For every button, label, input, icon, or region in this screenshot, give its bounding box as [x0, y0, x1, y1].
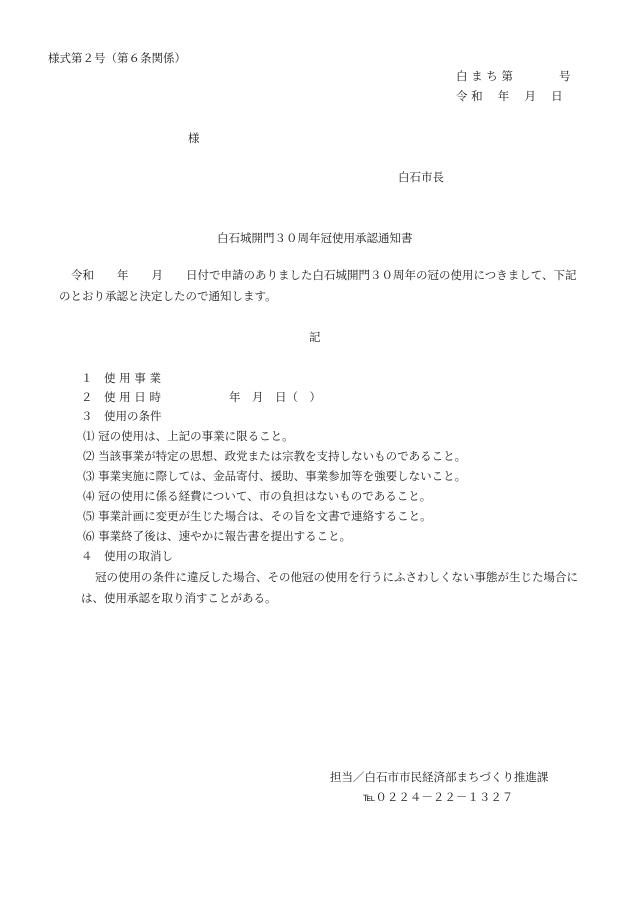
revocation-text-line-2: は、使用承認を取り消すことがある。: [81, 591, 277, 605]
item-2-date-value: 年 月 日（ ）: [229, 390, 321, 404]
contact-department: 担当／白石市市民経済部まちづくり推進課: [330, 770, 549, 784]
ki-heading: 記: [309, 330, 321, 344]
condition-6: ⑹ 事業終了後は、速やかに報告書を提出すること。: [83, 529, 352, 543]
condition-4: ⑷ 冠の使用に係る経費について、市の負担はないものであること。: [83, 489, 432, 503]
item-3-usage-conditions: ３ 使用の条件: [81, 409, 162, 423]
condition-5: ⑸ 事業計画に変更が生じた場合は、その旨を文書で連絡すること。: [83, 509, 432, 523]
document-title: 白石城開門３０周年冠使用承認通知書: [217, 231, 413, 245]
item-2-usage-date: ２ 使 用 日 時: [81, 390, 161, 404]
intro-line-1: 令和 年 月 日付で申請のありました白石城開門３０周年の冠の使用につきまして、下記: [71, 268, 577, 282]
issue-date: 令 和 年 月 日: [456, 89, 563, 103]
item-1-usage-event: １ 使 用 事 業: [81, 371, 161, 385]
contact-phone: ℡０２２４－２２－１３２７: [363, 790, 514, 804]
revocation-text-line-1: 冠の使用の条件に違反した場合、その他冠の使用を行うにふさわしくない事態が生じた場合に: [95, 570, 578, 584]
condition-2: ⑵ 当該事業が特定の思想、政党または宗教を支持しないものであること。: [83, 449, 467, 463]
condition-1: ⑴ 冠の使用は、上記の事業に限ること。: [83, 429, 294, 443]
form-label: 様式第２号（第６条関係）: [48, 51, 186, 65]
addressee-honorific: 様: [188, 131, 200, 145]
sender-name: 白石市長: [398, 170, 444, 184]
condition-3: ⑶ 事業実施に際しては、金品寄付、援助、事業参加等を強要しないこと。: [83, 469, 467, 483]
document-number: 白 ま ち 第 号: [456, 69, 571, 83]
item-4-revocation: ４ 使用の取消し: [81, 549, 173, 563]
intro-line-2: のとおり承認と決定したので通知します。: [59, 289, 277, 303]
